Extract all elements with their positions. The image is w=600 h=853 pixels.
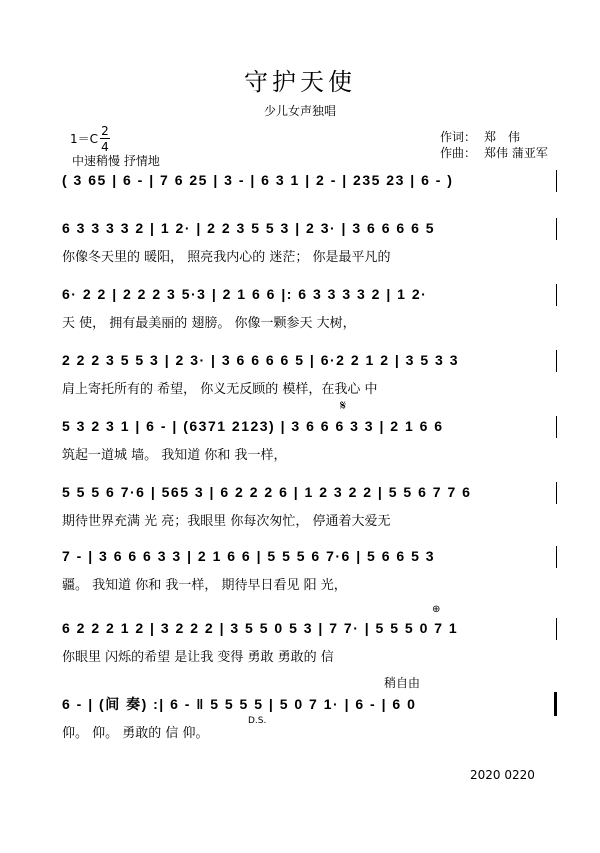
notation-line-4: 2 2 2 3 5 5 3 | 2 3· | 3 6 6 6 6 5 | 6·2 2 1 2 | 3 5 3 3 (62, 352, 459, 368)
segno-mark: 𝄋 (340, 398, 347, 414)
notation-line-1: ( 3 65 | 6 - | 7 6 25 | 3 - | 6 3 1 | 2 - | 235 23 | 6 - ) (62, 172, 454, 188)
lyrics-line-2: 你像冬天里的 暖阳， 照亮我内心的 迷茫； 你是最平凡的 (62, 250, 391, 265)
notation-line-5: 5 3 2 3 1 | 6 - | (6371 2123) | 3 6 6 6 3 3 | 2 1 6 6 (62, 418, 444, 434)
lyrics-line-3: 天 使， 拥有最美丽的 翅膀。 你像一颗参天 大树， (62, 316, 356, 331)
notation-line-6: 5 5 5 6 7·6 | 565 3 | 6 2 2 2 6 | 1 2 3 2 2 | 5 5 6 7 7 6 (62, 484, 472, 500)
dal-segno-mark: D.S. (248, 716, 267, 726)
notation-line-8: 6 2 2 2 1 2 | 3 2 2 2 | 3 5 5 0 5 3 | 7 7· | 5 5 5 0 7 1 (62, 620, 459, 636)
bar-line (556, 170, 557, 192)
date-stamp: 2020 0220 (470, 768, 535, 782)
lyrics-line-9: 仰。 仰。 勇敢的 信 仰。 (62, 726, 209, 741)
notation-line-7: 7 - | 3 6 6 6 3 3 | 2 1 6 6 | 5 5 5 6 7·6 | 5 6 6 5 3 (62, 548, 436, 564)
lyrics-line-5: 筑起一道城 墙。 我知道 你和 我一样， (62, 448, 287, 463)
notation-line-9: 6 - | (间 奏) :| 6 - ‖ 5 5 5 5 | 5 0 7 1· | 6 - | 6 0 (62, 696, 417, 712)
bar-line (556, 350, 557, 372)
bar-line (556, 546, 557, 568)
notation-line-2: 6 3 3 3 3 2 | 1 2· | 2 2 3 5 5 3 | 2 3· | 3 6 6 6 6 5 (62, 220, 436, 236)
lyrics-line-7: 疆。 我知道 你和 我一样， 期待早日看见 阳 光， (62, 578, 347, 593)
lyrics-line-6: 期待世界充满 光 亮；我眼里 你每次匆忙， 停通着大爱无 (62, 514, 391, 529)
tempo-marking: 中速稍慢 抒情地 (72, 154, 160, 168)
key-signature: 1＝C (70, 132, 99, 146)
bar-line (556, 482, 557, 504)
lyricist-label: 作词： (440, 130, 477, 144)
song-subtitle: 少儿女声独唱 (263, 104, 336, 118)
composer-name: 郑伟 蒲亚军 (484, 146, 548, 160)
bar-line (556, 618, 557, 640)
lyricist-name: 郑 伟 (484, 130, 521, 144)
time-signature-bottom: 4 (101, 140, 109, 154)
bar-line (556, 416, 557, 438)
time-signature-line (100, 138, 110, 139)
coda-mark: ⊕ (432, 604, 441, 615)
time-signature-top: 2 (101, 124, 109, 138)
lyrics-line-8: 你眼里 闪烁的希望 是让我 变得 勇敢 勇敢的 信 (62, 650, 334, 665)
song-title: 守护天使 (244, 68, 356, 96)
final-bar-line (554, 692, 557, 716)
rubato-marking: 稍自由 (384, 676, 421, 690)
bar-line (556, 218, 557, 240)
composer-label: 作曲： (440, 146, 477, 160)
lyrics-line-4: 肩上寄托所有的 希望， 你义无反顾的 模样，在我心 中 (62, 382, 378, 397)
bar-line (556, 284, 557, 306)
notation-line-3: 6· 2 2 | 2 2 2 3 5·3 | 2 1 6 6 |: 6 3 3 3 3 2 | 1 2· (62, 286, 428, 302)
